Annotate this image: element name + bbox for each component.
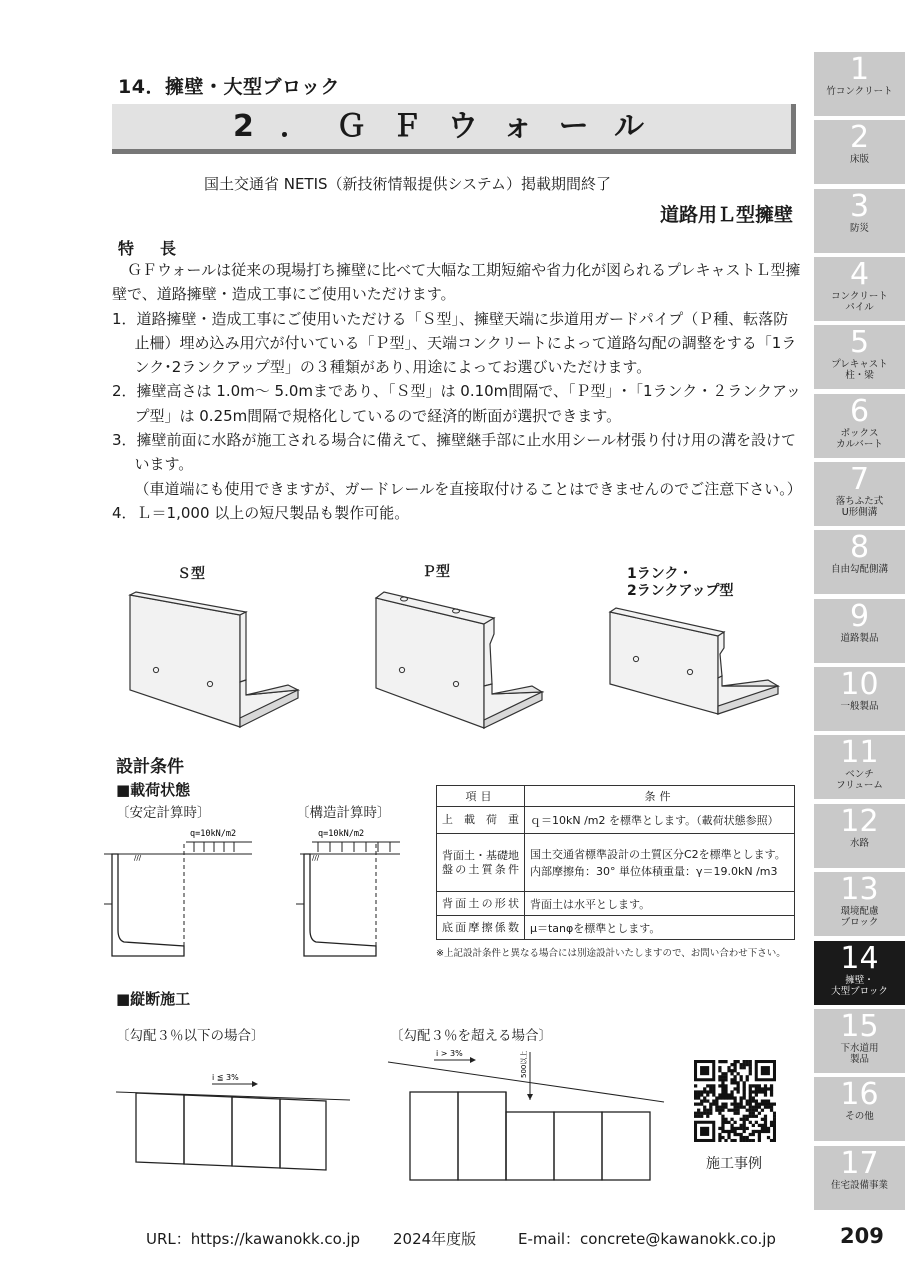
table-key: 背面土の形状 xyxy=(437,892,525,916)
chapter-tab-number: 12 xyxy=(840,804,879,839)
table-header-row xyxy=(437,786,795,807)
svg-text:///: /// xyxy=(134,854,142,862)
chapter-tab-number: 17 xyxy=(840,1146,879,1181)
qr-caption: 施工事例 xyxy=(706,1156,762,1172)
p-type-illustration xyxy=(374,586,549,732)
chapter-tab-number: 6 xyxy=(849,394,870,429)
slope1-label: i ≦ 3% xyxy=(212,1073,239,1082)
table-row xyxy=(437,807,795,834)
qr-code-icon[interactable] xyxy=(694,1060,776,1142)
page-title-bar xyxy=(112,104,796,154)
chapter-tab-number: 11 xyxy=(840,735,879,770)
chapter-tab-13[interactable] xyxy=(814,872,905,936)
chapter-tab-number: 9 xyxy=(849,599,870,634)
design-heading: 設計条件 xyxy=(116,757,184,777)
stable-calc-label: 〔安定計算時〕 xyxy=(116,805,211,821)
chapter-tab-4[interactable] xyxy=(814,257,905,321)
feature-item-4: 4．Ｌ＝1,000 以上の短尺製品も製作可能。 xyxy=(112,503,410,522)
q-label-struct: q=10kN/m2 xyxy=(318,829,365,839)
chapter-tab-label: 擁壁・ 大型ブロック xyxy=(831,975,888,997)
table-value: ｑ＝10kN /m2 を標準とします。（載荷状態参照） xyxy=(525,807,795,834)
feature-item-3-note: （車道端にも使用できますが、ガードレールを直接取付けることはできませんのでご注意下さい。） xyxy=(134,479,802,498)
chapter-tab-label: 住宅設備事業 xyxy=(830,1180,888,1191)
chapter-tab-16[interactable] xyxy=(814,1077,905,1141)
table-row xyxy=(437,916,795,940)
case1-label: 〔勾配３％以下の場合〕 xyxy=(116,1028,265,1044)
footer-url[interactable]: URL：https://kawanokk.co.jp xyxy=(146,1230,361,1248)
chapter-tab-label: その他 xyxy=(845,1111,874,1122)
chapter-tab-label: ベンチ フリューム xyxy=(836,769,883,791)
chapter-tab-6[interactable] xyxy=(814,394,905,458)
table-key: 底面摩擦係数 xyxy=(437,916,525,940)
footer-edition: 2024年度版 xyxy=(393,1230,477,1248)
chapter-tab-9[interactable] xyxy=(814,599,905,663)
chapter-tab-number: 4 xyxy=(849,257,870,292)
chapter-tab-label: 防災 xyxy=(849,223,869,234)
table-value: 国土交通省標準設計の土質区分C2を標準とします。 内部摩擦角：30° 単位体積重量：γ＝19.0kN /m3 xyxy=(525,834,795,892)
page-number: 209 xyxy=(840,1224,884,1248)
footer-email[interactable]: E-mail：concrete@kawanokk.co.jp xyxy=(518,1230,776,1248)
chapter-tab-number: 1 xyxy=(849,52,870,87)
chapter-tab-3[interactable] xyxy=(814,189,905,253)
chapter-tab-label: コンクリート パイル xyxy=(831,291,888,313)
struct-calc-label: 〔構造計算時〕 xyxy=(296,805,391,821)
chapter-tab-number: 7 xyxy=(849,462,870,497)
feature-item-2: 2．擁壁高さは 1.0m～ 5.0mまであり、「Ｓ型」は 0.10m間隔で、「Ｐ型」･「1ランク・２ランクアップ型」は 0.25m間隔で規格化しているので経済的断面が選択できます。 xyxy=(112,382,801,425)
chapter-tab-11[interactable] xyxy=(814,735,905,799)
section-title: 14．擁壁・大型ブロック xyxy=(118,76,341,98)
label-p-type: Ｐ型 xyxy=(422,564,450,580)
table-row xyxy=(437,834,795,892)
feature-item-1: 1．道路擁壁・造成工事にご使用いただける「Ｓ型」、擁壁天端に歩道用ガードパイプ（Ｐ種、転落防止柵）埋め込み用穴が付いている「Ｐ型」、天端コンクリートによって道路勾配の調整をする「1ランク･2ランクアップ型」の３種類があり､用途によってお選びいただけます。 xyxy=(112,309,797,377)
slope2-label: i > 3% xyxy=(436,1049,463,1058)
s-type-illustration xyxy=(128,590,303,732)
rank-up-type-illustration xyxy=(608,604,783,718)
chapter-tab-number: 14 xyxy=(840,941,879,976)
chapter-tab-label: 自由勾配側溝 xyxy=(830,564,888,575)
chapter-tab-label: 水路 xyxy=(849,838,869,849)
chapter-tab-label: 一般製品 xyxy=(840,701,879,712)
table-key: 上載荷重 xyxy=(437,807,525,834)
chapter-tab-label: 床版 xyxy=(849,154,869,165)
chapter-tab-label: ボックス カルバート xyxy=(836,428,883,450)
load-diagram-struct xyxy=(296,824,411,959)
chapter-tab-5[interactable] xyxy=(814,325,905,389)
chapter-tab-number: 15 xyxy=(840,1009,879,1044)
chapter-tab-number: 13 xyxy=(840,872,879,907)
chapter-tab-14[interactable] xyxy=(814,941,905,1005)
chapter-tab-number: 16 xyxy=(840,1077,879,1112)
chapter-tab-label: 落ちふた式 U形側溝 xyxy=(835,496,884,518)
col-cond-header: 条件 xyxy=(525,786,795,807)
table-row xyxy=(437,892,795,916)
slope-diagram-high xyxy=(384,1044,669,1184)
q-label-stable: q=10kN/m2 xyxy=(190,829,237,839)
label-rank-line1: 1ランク・ xyxy=(627,566,693,582)
chapter-tab-number: 5 xyxy=(849,325,870,360)
chapter-tab-17[interactable] xyxy=(814,1146,905,1210)
chapter-tab-10[interactable] xyxy=(814,667,905,731)
chapter-tab-number: 3 xyxy=(849,189,870,224)
page-title: 2．ＧＦウォール xyxy=(232,109,671,144)
load-diagram-stable xyxy=(104,824,254,959)
chapter-tab-12[interactable] xyxy=(814,804,905,868)
chapter-tab-label: プレキャスト 柱・梁 xyxy=(831,359,888,381)
chapter-tab-15[interactable] xyxy=(814,1009,905,1073)
features-heading: 特長 xyxy=(118,239,203,258)
step-label: 500以上 xyxy=(520,1050,528,1078)
chapter-tab-number: 2 xyxy=(849,120,870,155)
product-subtitle: 道路用Ｌ型擁壁 xyxy=(659,204,793,226)
feature-item-3: 3．擁壁前面に水路が施工される場合に備えて、擁壁継手部に止水用シール材張り付け用の溝を設けています。 xyxy=(112,431,796,474)
label-rank-type xyxy=(627,566,733,600)
chapter-tab-label: 環境配慮 ブロック xyxy=(840,906,879,928)
design-note: ※上記設計条件と異なる場合には別途設計いたしますので、お問い合わせ下さい。 xyxy=(436,948,786,959)
slope-diagram-low xyxy=(114,1066,354,1171)
chapter-tab-1[interactable] xyxy=(814,52,905,116)
table-value: 背面土は水平とします。 xyxy=(525,892,795,916)
svg-text:///: /// xyxy=(312,854,320,862)
table-value: μ＝tanφを標準とします。 xyxy=(525,916,795,940)
design-conditions-table xyxy=(436,785,795,940)
case2-label: 〔勾配３％を超える場合〕 xyxy=(390,1028,552,1044)
chapter-tab-label: 下水道用 製品 xyxy=(840,1043,879,1065)
load-heading: ■載荷状態 xyxy=(116,781,191,799)
features-intro: ＧＦウォールは従来の現場打ち擁壁に比べて大幅な工期短縮や省力化が図られるプレキャストＬ型擁壁で、道路擁壁・造成工事にご使用いただけます。 xyxy=(112,261,801,304)
col-item-header: 項目 xyxy=(437,786,525,807)
table-key: 背面土・基礎地盤の土質条件 xyxy=(437,834,525,892)
chapter-tab-number: 8 xyxy=(849,530,870,565)
longitudinal-heading: ■縦断施工 xyxy=(116,990,191,1008)
chapter-tab-label: 竹コンクリート xyxy=(826,86,893,97)
label-rank-line2: 2ランクアップ型 xyxy=(627,583,734,599)
chapter-tab-8[interactable] xyxy=(814,530,905,594)
label-s-type: Ｓ型 xyxy=(177,566,205,582)
chapter-tab-number: 10 xyxy=(840,667,879,702)
chapter-tab-label: 道路製品 xyxy=(840,633,879,644)
chapter-tab-7[interactable] xyxy=(814,462,905,526)
features-body xyxy=(112,258,802,525)
netis-note: 国土交通省 NETIS（新技術情報提供システム）掲載期間終了 xyxy=(203,175,612,193)
